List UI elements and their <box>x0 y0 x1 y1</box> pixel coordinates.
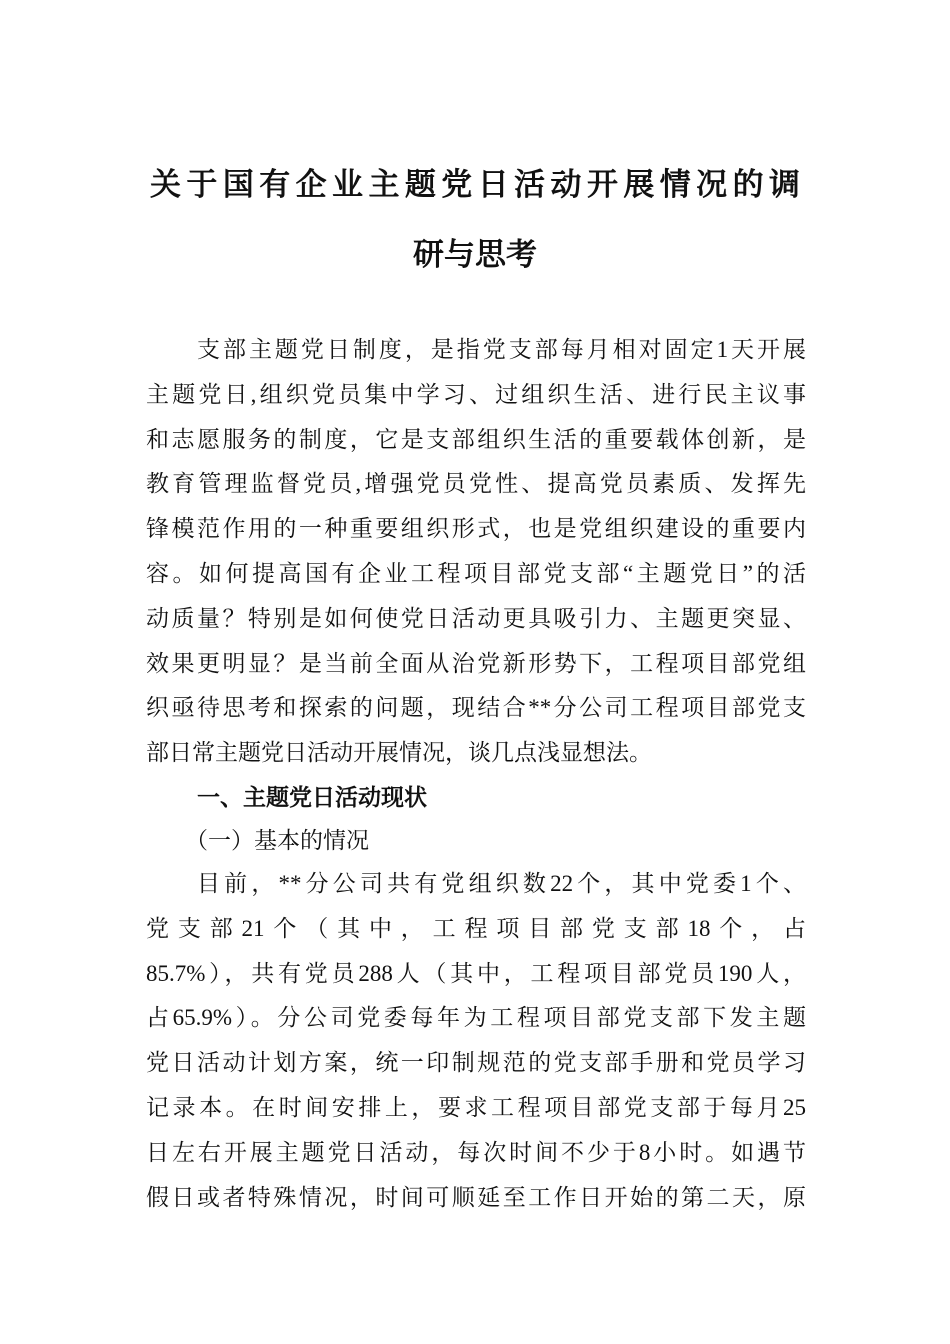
document-title-line-2: 研与思考 <box>413 237 537 272</box>
paragraph-1-line: 支部主题党日制度，是指党支部每月相对固定1天开展 <box>197 337 806 362</box>
paragraph-1-line: 效果更明显？是当前全面从治党新形势下，工程项目部党组 <box>146 650 806 676</box>
paragraph-1-line: 锋模范作用的一种重要组织形式，也是党组织建设的重要内 <box>146 516 806 542</box>
paragraph-1-line: 织亟待思考和探索的问题，现结合**分公司工程项目部党支 <box>146 695 806 721</box>
paragraph-2-line: 假日或者特殊情况，时间可顺延至工作日开始的第二天，原 <box>146 1184 806 1210</box>
paragraph-2-line: 目前，**分公司共有党组织数22个，其中党委1个、 <box>197 871 806 896</box>
document-title-line-1: 关于国有企业主题党日活动开展情况的调 <box>150 167 800 202</box>
subsection-heading: （一）基本的情况 <box>185 828 369 853</box>
paragraph-1-line: 动质量？特别是如何使党日活动更具吸引力、主题更突显、 <box>146 605 806 631</box>
paragraph-1-line: 容。如何提高国有企业工程项目部党支部“主题党日”的活 <box>146 561 806 586</box>
paragraph-2-line: 占65.9%）。分公司党委每年为工程项目部党支部下发主题 <box>146 1005 806 1031</box>
paragraph-2-line: 85.7%），共有党员288人（其中，工程项目部党员190人， <box>146 960 806 986</box>
paragraph-2-line: 日左右开展主题党日活动，每次时间不少于8小时。如遇节 <box>146 1139 806 1165</box>
paragraph-2-line: 党支部21个（其中，工程项目部党支部18个，占 <box>146 915 806 941</box>
paragraph-1-line: 部日常主题党日活动开展情况，谈几点浅显想法。 <box>146 740 652 766</box>
section-heading: 一、主题党日活动现状 <box>197 785 427 810</box>
paragraph-1-line: 和志愿服务的制度，它是支部组织生活的重要载体创新，是 <box>146 426 806 452</box>
paragraph-1-line: 教育管理监督党员,增强党员党性、提高党员素质、发挥先 <box>146 471 806 497</box>
paragraph-2-line: 党日活动计划方案，统一印制规范的党支部手册和党员学习 <box>146 1050 806 1076</box>
paragraph-1-line: 主题党日,组织党员集中学习、过组织生活、进行民主议事 <box>146 381 806 407</box>
paragraph-2-line: 记录本。在时间安排上，要求工程项目部党支部于每月25 <box>146 1095 806 1120</box>
